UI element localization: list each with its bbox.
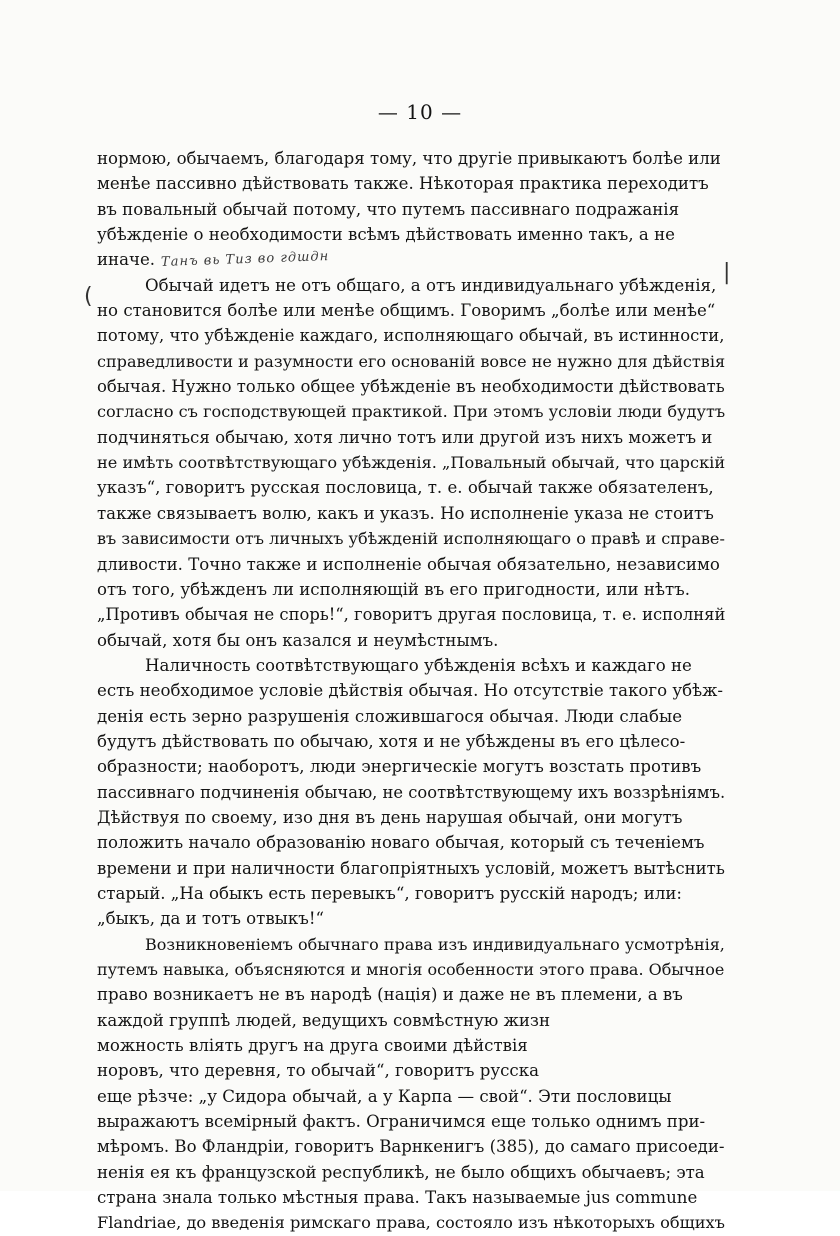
text-line: Дѣйствуя по своему, изо дня въ день нарушая обычай, они могутъ xyxy=(97,807,683,827)
text-line: указъ“, говоритъ русская пословица, т. е. обычай также обязателенъ, xyxy=(97,478,714,498)
text-line: страна знала только мѣстныя права. Такъ называемые jus commune xyxy=(97,1188,698,1208)
text-line: нормою, обычаемъ, благодаря тому, что другіе привыкаютъ болѣе или xyxy=(97,149,721,168)
main-text xyxy=(97,146,725,1236)
text-line: положить начало образованію новаго обычая, который съ теченіемъ xyxy=(97,833,705,853)
text-line: „Противъ обычая не спорь!“, говоритъ другая пословица, т. е. исполняй xyxy=(97,605,726,625)
text-line: еще рѣзче: „у Сидора обычай, а у Карпа — свой“. Эти пословицы xyxy=(97,1086,672,1106)
handwritten-note: Танъ вь Тиз во гдшдн xyxy=(160,249,330,271)
text-line: каждой группѣ людей, ведущихъ совмѣстную жизн xyxy=(97,1010,550,1030)
text-line: согласно съ господствующей практикой. При этомъ условіи люди будутъ xyxy=(97,402,726,422)
text-line: есть необходимое условіе дѣйствія обычая. Но отсутствіе такого убѣж- xyxy=(97,681,724,701)
text-line: обычай, хотя бы онъ казался и неумѣстнымъ. xyxy=(97,630,499,650)
text-line: норовъ, что деревня, то обычай“, говоритъ русска xyxy=(97,1061,539,1081)
text-line: Обычай идетъ не отъ общаго, а отъ индивидуальнаго убѣжденія, xyxy=(145,275,717,295)
text-line: Flandriae, до введенія римскаго права, состояло изъ нѣкоторыхъ общихъ xyxy=(97,1213,725,1233)
text-line: старый. „На обыкъ есть перевыкъ“, говоритъ русскій народъ; или: xyxy=(97,883,683,903)
text-line: дливости. Точно также и исполненіе обычая обязательно, независимо xyxy=(97,554,720,574)
margin-pencil-mark: | xyxy=(723,260,731,285)
text-line: въ зависимости отъ личныхъ убѣжденій исполняющаго о правѣ и справе- xyxy=(97,529,725,549)
text-line: также связываетъ волю, какъ и указъ. Но исполненіе указа не стоитъ xyxy=(97,503,714,523)
text-line: пассивнаго подчиненія обычаю, не соотвѣтствующему ихъ воззрѣніямъ. xyxy=(97,782,726,802)
text-line: не имѣть соотвѣтствующаго убѣжденія. „Повальный обычай, что царскій xyxy=(97,453,726,473)
text-line: убѣжденіе о необходимости всѣмъ дѣйствовать именно такъ, а не xyxy=(97,225,675,245)
text-line: времени и при наличности благопріятныхъ условій, можетъ вытѣснить xyxy=(97,858,725,878)
text-line: въ повальный обычай потому, что путемъ пассивнаго подражанія xyxy=(97,199,680,219)
text-line: но становится болѣе или менѣе общимъ. Говоримъ „болѣе или менѣе“ xyxy=(97,301,716,321)
text-line: подчиняться обычаю, хотя лично тотъ или другой изъ нихъ можетъ и xyxy=(97,427,713,447)
text-line: Наличность соотвѣтствующаго убѣжденія всѣхъ и каждаго не xyxy=(145,655,692,675)
text-line: менѣе пассивно дѣйствовать также. Нѣкоторая практика переходитъ xyxy=(97,174,709,194)
text-line: денія есть зерно разрушенія сложившагося обычая. Люди слабые xyxy=(97,706,683,726)
text-line: выражаютъ всемірный фактъ. Ограничимся еще только однимъ при- xyxy=(97,1112,706,1132)
text-line: образности; наоборотъ, люди энергическіе могутъ возстать противъ xyxy=(97,757,702,777)
page-number: — 10 — xyxy=(377,100,463,124)
text-line: „быкъ, да и тотъ отвыкъ!“ xyxy=(97,909,324,929)
text-line: мѣромъ. Во Фландріи, говоритъ Варнкенигъ (385), до самаго присоеди- xyxy=(97,1137,725,1157)
text-line: справедливости и разумности его основаній вовсе не нужно для дѣйствія xyxy=(97,351,726,371)
text-line: путемъ навыка, объясняются и многія особенности этого права. Обычное xyxy=(97,960,725,979)
text-line: потому, что убѣжденіе каждаго, исполняющаго обычай, въ истинности, xyxy=(97,326,725,346)
text-line: отъ того, убѣжденъ ли исполняющій въ его пригодности, или нѣтъ. xyxy=(97,579,690,599)
text-line: будутъ дѣйствовать по обычаю, хотя и не убѣждены въ его цѣлесо- xyxy=(97,731,686,751)
text-line: право возникаетъ не въ народѣ (нація) и даже не въ племени, а въ xyxy=(97,985,683,1005)
text-line: обычая. Нужно только общее убѣжденіе въ необходимости дѣйствовать xyxy=(97,377,725,397)
text-line: Возникновеніемъ обычнаго права изъ индивидуальнаго усмотрѣнія, xyxy=(145,934,725,954)
margin-pencil-mark: ( xyxy=(84,284,93,309)
text-line: иначе. Танъ вь Тиз во гдшдн xyxy=(97,247,725,272)
text-line: можность вліять другъ на друга своими дѣйствія xyxy=(97,1036,528,1056)
text-line: ненія ея къ французской республикѣ, не было общихъ обычаевъ; эта xyxy=(97,1162,705,1182)
